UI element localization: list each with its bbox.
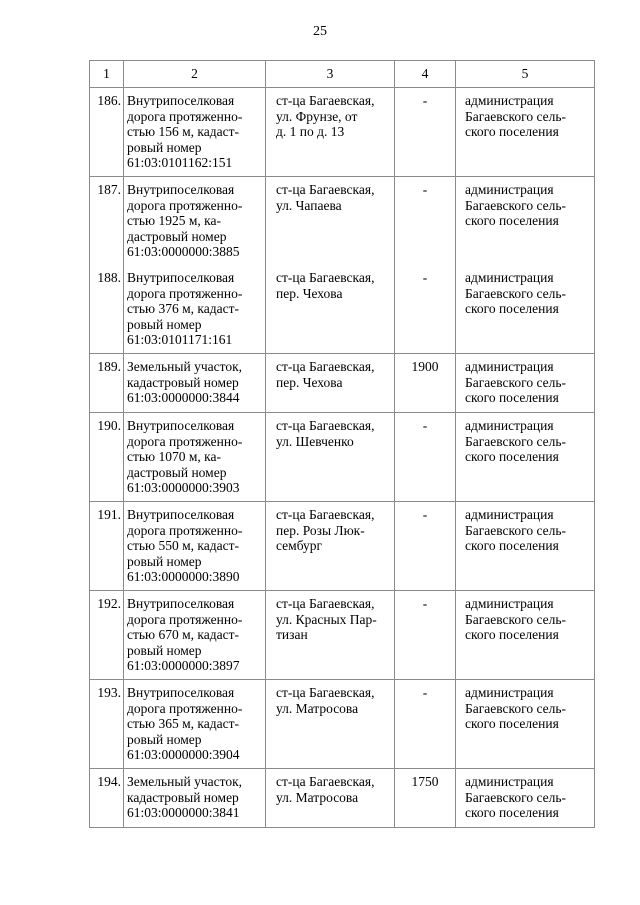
holder-line: Багаевского сель-	[465, 611, 567, 627]
table-row	[90, 769, 595, 828]
table-row	[90, 177, 595, 266]
holder-line: ского поселения	[465, 449, 559, 464]
address-line: ст-ца Багаевская,	[276, 774, 375, 789]
row-number-cell	[90, 265, 124, 354]
holder-line: ского поселения	[465, 716, 559, 731]
address-line: пер. Розы Люк-	[276, 522, 365, 538]
object-name-line: Внутрипоселковая	[127, 270, 235, 285]
holder-line: ского поселения	[465, 390, 559, 405]
object-name-cell	[124, 177, 266, 266]
column-header-3: 3	[266, 61, 395, 88]
holder-cell	[456, 88, 595, 177]
object-name-line: дорога протяженно-	[127, 611, 243, 627]
holder-line: Багаевского сель-	[465, 522, 567, 538]
object-name-line: стью 365 м, кадаст-	[127, 716, 240, 731]
object-name-line: 61:03:0101162:151	[127, 155, 233, 170]
table-row	[90, 680, 595, 769]
holder-line: Багаевского сель-	[465, 197, 567, 213]
object-name-cell	[124, 502, 266, 591]
address-line: ст-ца Багаевская,	[276, 93, 375, 108]
row-number-cell	[90, 680, 124, 769]
area-value: -	[422, 685, 428, 700]
holder-cell	[456, 769, 595, 828]
address-cell	[266, 769, 395, 828]
area-value: -	[422, 596, 428, 611]
area-cell	[395, 502, 456, 591]
holder-line: администрация	[465, 774, 554, 789]
area-value: -	[422, 93, 428, 108]
object-name-line: дастровый номер	[127, 228, 227, 244]
object-name-line: 61:03:0000000:3897	[127, 658, 240, 673]
row-number-cell	[90, 177, 124, 266]
holder-line: администрация	[465, 596, 554, 611]
holder-line: Багаевского сель-	[465, 700, 567, 716]
object-name-cell	[124, 354, 266, 413]
holder-cell	[456, 354, 595, 413]
object-name-line: стью 550 м, кадаст-	[127, 538, 240, 553]
row-number: 188.	[97, 270, 121, 285]
address-line: ст-ца Багаевская,	[276, 270, 375, 285]
object-name-line: ровый номер	[127, 731, 202, 747]
holder-line: ского поселения	[465, 213, 559, 228]
table-row	[90, 354, 595, 413]
holder-line: ского поселения	[465, 538, 559, 553]
object-name-line: Внутрипоселковая	[127, 418, 235, 433]
address-line: ул. Матросова	[276, 789, 359, 805]
address-line: ст-ца Багаевская,	[276, 685, 375, 700]
table-row	[90, 502, 595, 591]
holder-line: администрация	[465, 507, 554, 522]
address-line: ул. Шевченко	[276, 433, 354, 449]
table-body	[90, 88, 595, 828]
object-name-line: 61:03:0000000:3890	[127, 569, 240, 584]
object-name-line: ровый номер	[127, 553, 202, 569]
object-name-line: 61:03:0000000:3844	[127, 390, 240, 405]
holder-line: ского поселения	[465, 301, 559, 316]
column-header-5: 5	[456, 61, 595, 88]
holder-cell	[456, 680, 595, 769]
holder-line: Багаевского сель-	[465, 108, 567, 124]
object-name-line: 61:03:0000000:3903	[127, 480, 240, 495]
holder-line: ского поселения	[465, 627, 559, 642]
object-name-line: дастровый номер	[127, 464, 227, 480]
holder-line: администрация	[465, 418, 554, 433]
row-number-cell	[90, 88, 124, 177]
address-cell	[266, 354, 395, 413]
holder-cell	[456, 502, 595, 591]
object-name-line: кадастровый номер	[127, 789, 239, 805]
address-line: ст-ца Багаевская,	[276, 359, 375, 374]
address-line: д. 1 по д. 13	[276, 124, 345, 139]
row-number: 193.	[97, 685, 121, 700]
holder-line: администрация	[465, 182, 554, 197]
object-name-line: стью 1070 м, ка-	[127, 449, 222, 464]
object-name-line: стью 376 м, кадаст-	[127, 301, 240, 316]
area-cell	[395, 591, 456, 680]
address-line: пер. Чехова	[276, 374, 343, 390]
holder-line: Багаевского сель-	[465, 374, 567, 390]
holder-line: администрация	[465, 93, 554, 108]
address-cell	[266, 680, 395, 769]
row-number-cell	[90, 591, 124, 680]
area-value: -	[422, 270, 428, 285]
address-line: сембург	[276, 538, 323, 553]
holder-cell	[456, 591, 595, 680]
address-line: ул. Матросова	[276, 700, 359, 716]
address-cell	[266, 177, 395, 266]
holder-line: Багаевского сель-	[465, 285, 567, 301]
row-number: 186.	[97, 93, 121, 108]
object-name-line: 61:03:0000000:3841	[127, 805, 240, 820]
object-name-line: Внутрипоселковая	[127, 507, 235, 522]
holder-line: ского поселения	[465, 805, 559, 820]
area-cell	[395, 769, 456, 828]
address-line: ст-ца Багаевская,	[276, 182, 375, 197]
area-cell	[395, 88, 456, 177]
row-number-cell	[90, 413, 124, 502]
object-name-line: ровый номер	[127, 139, 202, 155]
row-number-cell	[90, 354, 124, 413]
object-name-line: ровый номер	[127, 316, 202, 332]
object-name-line: стью 1925 м, ка-	[127, 213, 222, 228]
address-line: ст-ца Багаевская,	[276, 596, 375, 611]
object-name-line: дорога протяженно-	[127, 522, 243, 538]
area-value: 1750	[411, 774, 439, 789]
object-name-cell	[124, 88, 266, 177]
row-number: 191.	[97, 507, 121, 522]
area-value: -	[422, 182, 428, 197]
holder-line: Багаевского сель-	[465, 433, 567, 449]
holder-line: администрация	[465, 270, 554, 285]
address-cell	[266, 502, 395, 591]
table-row	[90, 88, 595, 177]
column-header-4: 4	[395, 61, 456, 88]
row-number: 192.	[97, 596, 121, 611]
object-name-cell	[124, 413, 266, 502]
area-cell	[395, 680, 456, 769]
address-cell	[266, 88, 395, 177]
object-name-line: дорога протяженно-	[127, 108, 243, 124]
object-name-line: Внутрипоселковая	[127, 93, 235, 108]
row-number: 190.	[97, 418, 121, 433]
area-value: -	[422, 507, 428, 522]
address-cell	[266, 591, 395, 680]
table-row	[90, 413, 595, 502]
object-name-line: Внутрипоселковая	[127, 596, 235, 611]
column-header-2: 2	[124, 61, 266, 88]
object-name-cell	[124, 680, 266, 769]
object-name-line: дорога протяженно-	[127, 433, 243, 449]
table-header-row	[90, 61, 595, 88]
area-value: 1900	[411, 359, 439, 374]
object-name-cell	[124, 591, 266, 680]
area-value: -	[422, 418, 428, 433]
holder-line: администрация	[465, 359, 554, 374]
row-number-cell	[90, 769, 124, 828]
object-name-line: Земельный участок,	[127, 774, 243, 789]
area-cell	[395, 265, 456, 354]
address-line: ул. Фрунзе, от	[276, 108, 358, 124]
object-name-line: 61:03:0101171:161	[127, 332, 233, 347]
object-name-line: дорога протяженно-	[127, 197, 243, 213]
address-line: ст-ца Багаевская,	[276, 507, 375, 522]
object-name-line: дорога протяженно-	[127, 700, 243, 716]
address-line: пер. Чехова	[276, 285, 343, 301]
object-name-line: Внутрипоселковая	[127, 685, 235, 700]
table-row	[90, 591, 595, 680]
address-cell	[266, 413, 395, 502]
row-number-cell	[90, 502, 124, 591]
address-line: ул. Красных Пар-	[276, 611, 377, 627]
holder-line: ского поселения	[465, 124, 559, 139]
holder-cell	[456, 413, 595, 502]
object-name-cell	[124, 265, 266, 354]
object-name-line: стью 670 м, кадаст-	[127, 627, 240, 642]
holder-cell	[456, 265, 595, 354]
object-name-line: ровый номер	[127, 642, 202, 658]
object-name-line: 61:03:0000000:3904	[127, 747, 240, 762]
object-name-line: дорога протяженно-	[127, 285, 243, 301]
holder-line: администрация	[465, 685, 554, 700]
area-cell	[395, 177, 456, 266]
address-cell	[266, 265, 395, 354]
row-number: 194.	[97, 774, 121, 789]
area-cell	[395, 413, 456, 502]
holder-line: Багаевского сель-	[465, 789, 567, 805]
row-number: 189.	[97, 359, 121, 374]
column-header-1: 1	[90, 61, 124, 88]
object-name-line: Внутрипоселковая	[127, 182, 235, 197]
object-name-line: Земельный участок,	[127, 359, 243, 374]
object-name-cell	[124, 769, 266, 828]
address-line: ст-ца Багаевская,	[276, 418, 375, 433]
object-name-line: 61:03:0000000:3885	[127, 244, 240, 259]
holder-cell	[456, 177, 595, 266]
object-name-line: стью 156 м, кадаст-	[127, 124, 240, 139]
object-name-line: кадастровый номер	[127, 374, 239, 390]
table-row	[90, 265, 595, 354]
address-line: тизан	[276, 627, 308, 642]
row-number: 187.	[97, 182, 121, 197]
page-number: 25	[313, 24, 327, 39]
property-registry-table	[89, 60, 595, 828]
area-cell	[395, 354, 456, 413]
address-line: ул. Чапаева	[276, 197, 342, 213]
